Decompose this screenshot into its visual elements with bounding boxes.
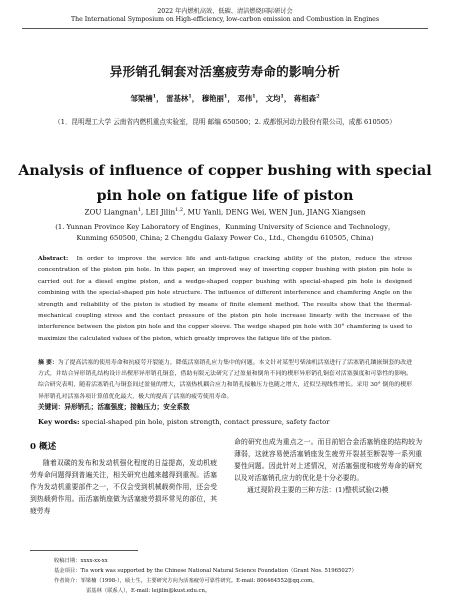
paper-title-cn: 异形销孔铜套对活塞疲劳寿命的影响分析 bbox=[109, 64, 341, 79]
abstract-cn-label: 摘 要： bbox=[38, 359, 58, 366]
footnote-received: 收稿日期：xxxx-xx-xx bbox=[54, 558, 108, 564]
keywords-en bbox=[38, 418, 412, 426]
author-cn: 邹梁楠 bbox=[130, 94, 153, 103]
author-cn-affil: 2 bbox=[316, 93, 320, 100]
author-cn-affil: 1 bbox=[280, 93, 284, 100]
keywords-en-label: Key words: bbox=[38, 418, 80, 426]
author-cn: 穆艳丽 bbox=[201, 94, 224, 103]
abstract-en-text: In order to improve the service life and anti-fatigue cracking ability of the piston, reduce the stress concentration of the piston pin hole. In this paper, an improved way of inserting copper bushing with piston pin hole is carried out for a diesel engine piston, and a wedge-shaped copper bushing with special-shaped pin hole is designed combining with the special-shaped pin hole structure. The influence of different interference and chamfering Angle on the strength and reliability of the piston is studied by means of finite element method. The results show that the thermal-mechanical coupling stress and the contact pressure of the piston pin hole increase linearly with the increase of the interference between the piston pin hole and the copper sleeve. The wedge shaped pin hole with 30° chamfering is used to maximize the calculated values of the piston, which greatly improves the fatigue life of the piston. bbox=[38, 256, 413, 342]
affiliation-en: (1. Yunnan Province Key Laboratory of Engines，Kunming University of Science and Technology，Kunming 650500, China; 2 Chengdu Galaxy Power Co., Ltd., Chengdu 610505, China) bbox=[55, 223, 395, 243]
author-cn: 文均 bbox=[265, 94, 281, 103]
author-cn-affil: 1 bbox=[188, 93, 192, 100]
conference-header-en: The International Symposium on High-efficiency, low-carbon emission and Combustion in Engines bbox=[70, 16, 380, 23]
author-cn-affil: 1 bbox=[152, 93, 157, 100]
abstract-en bbox=[38, 253, 412, 345]
footnote-author1: 作者简介：邹梁楠（1998-），硕士生，主要研究方向为活塞疲劳可靠性研究。E-mail: 806464552@qq.com。 bbox=[54, 578, 318, 584]
body-column-left: 随着双碳的发布和发动机强化程度的日益提高，发动机疲劳寿命问题得到普遍关注，相关研究也越来越得到重视。活塞作为发动机重要部件之一，不仅会受到机械载荷作用，还会受到热载荷作用。而活塞销座做为活塞疲劳损坏常见的部位，其疲劳寿 bbox=[30, 459, 217, 516]
section-heading: 0 概述 bbox=[30, 442, 57, 452]
header-rule bbox=[22, 28, 428, 29]
affiliation-cn: （1．昆明理工大学 云南省内燃机重点实验室，昆明 邮编 650500；2. 成都银河动力股份有限公司，成都 610505） bbox=[54, 118, 396, 126]
abstract-cn-text: 为了提高活塞的使用寿命和抗疲劳开裂能力，降低活塞销孔应力集中的问题。本文针对某型号柴油机活塞进行了活塞销孔镶嵌铜套的改进方式，并结合异形销孔结构设计出楔形异形销孔铜套，借助有限元法研究了过盈量和倒角不同的楔形异形销孔铜套对活塞强度和可靠性的影响。综合研究表明，随着活塞销孔与铜套间过盈量的增大，活塞热机耦合应力和销孔接触压力也随之增大，近似呈现线性增长。采用 30° 倒角的楔形异形销孔对活塞各项计算值优化最大，极大的提高了活塞的疲劳使用寿命。 bbox=[38, 360, 412, 400]
body-paragraph: 通过现阶段主要的三种方法：(1)整机试验(2)模 bbox=[247, 486, 389, 495]
author-cn-affil: 1 bbox=[252, 93, 256, 100]
keywords-cn-text: 异形销孔；活塞强度；接触压力；安全系数 bbox=[64, 403, 190, 411]
keywords-cn-label: 关键词： bbox=[38, 403, 65, 411]
abstract-cn bbox=[38, 357, 412, 403]
author-cn: 蒋相森 bbox=[293, 94, 317, 103]
paper-title-en-line1: Analysis of influence of copper bushing with special bbox=[18, 163, 432, 179]
author-cn: 邓伟 bbox=[237, 94, 253, 103]
footnote-fund: 基金项目：Tis work was supported by the Chinese National Natural Science Foundation（Grant Nos. 51965027） bbox=[54, 568, 357, 574]
body-column-right bbox=[234, 436, 422, 496]
author-cn-affil: 1 bbox=[223, 93, 228, 100]
footnote-author2: 雷基林（联系人），E-mail: leijilin@kust.edu.cn。 bbox=[86, 588, 211, 594]
conference-header-cn: 2022 年内燃机高效、低碳、清洁燃烧国际研讨会 bbox=[157, 8, 293, 15]
author-list-cn: 邹梁楠$^1$， 雷基林$^1$， 穆艳丽$^1$， 邓伟$^1$， 文均$^1$， 蒋相森$^2$ bbox=[130, 93, 320, 103]
abstract-en-label: Abstract: bbox=[38, 255, 69, 262]
body-paragraph: 命的研究也成为重点之一。而目前铝合金活塞销座的结构较为薄弱，这就容易使活塞销座发生疲劳开裂甚至断裂等一系列重要性问题。因此针对上述情况，对活塞强度和疲劳寿命的研究以及对活塞销孔应力的优化是十分必要的。 bbox=[234, 438, 422, 483]
paper-title-en-line2: pin hole on fatigue life of piston bbox=[96, 188, 354, 204]
author-list-en: ZOU Liangnan$^1$, LEI Jilin$^{1,2}$, MU Yanli, DENG Wei, WEN Jun, JIANG Xiangsen bbox=[84, 207, 366, 217]
keywords-en-text: special-shaped pin hole, piston strength, contact pressure, safety factor bbox=[81, 418, 330, 426]
author-cn: 雷基林 bbox=[166, 94, 189, 103]
keywords-cn bbox=[38, 401, 412, 411]
footnote-rule bbox=[30, 550, 138, 551]
